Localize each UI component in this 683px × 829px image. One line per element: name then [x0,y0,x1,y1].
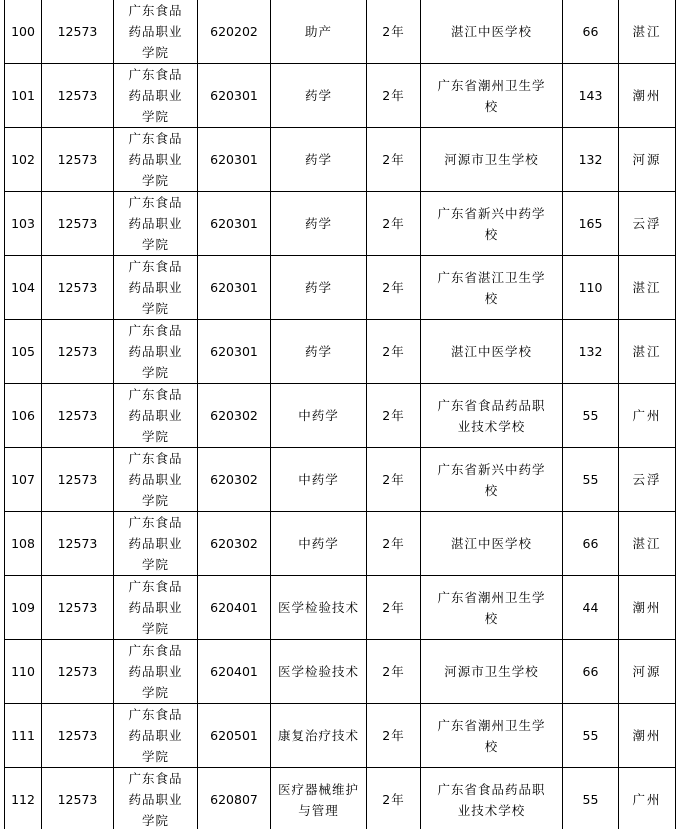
cell-count [563,384,619,448]
cell-city [619,448,676,512]
cell-count [563,320,619,384]
institution-text: 广东食品药品职业学院 [128,771,183,828]
major-code-text: 620807 [210,792,258,807]
cell-count [563,192,619,256]
city-text: 湛江 [632,280,662,295]
table-row [5,256,676,320]
cell-major [271,640,367,704]
cell-seq [5,320,42,384]
seq-text: 107 [11,472,35,487]
inst-code-text: 12573 [57,152,98,167]
cell-major-code [198,576,271,640]
seq-text: 101 [11,88,35,103]
partner-school-text: 湛江中医学校 [450,344,532,359]
cell-partner-school [421,512,563,576]
cell-seq [5,512,42,576]
cell-duration [367,448,421,512]
cell-institution [114,512,198,576]
cell-major-code [198,64,271,128]
cell-institution [114,192,198,256]
cell-duration [367,640,421,704]
cell-duration [367,192,421,256]
major-code-text: 620302 [210,472,258,487]
count-text: 143 [578,88,603,103]
cell-inst-code [42,0,114,64]
count-text: 165 [578,216,603,231]
cell-partner-school [421,256,563,320]
cell-duration [367,128,421,192]
cell-duration [367,576,421,640]
major-text: 中药学 [298,472,339,487]
cell-inst-code [42,192,114,256]
cell-major-code [198,512,271,576]
cell-major [271,0,367,64]
table-row [5,512,676,576]
cell-institution [114,640,198,704]
cell-duration [367,256,421,320]
partner-school-text: 广东省食品药品职业技术学校 [437,397,546,434]
cell-inst-code [42,640,114,704]
major-code-text: 620301 [210,344,258,359]
cell-city [619,320,676,384]
table-row [5,640,676,704]
count-text: 110 [578,280,603,295]
cell-partner-school [421,448,563,512]
cell-count [563,768,619,829]
cell-seq [5,576,42,640]
cell-duration [367,704,421,768]
cell-major [271,704,367,768]
seq-text: 103 [11,216,35,231]
table-row [5,64,676,128]
cell-institution [114,128,198,192]
seq-text: 108 [11,536,35,551]
cell-seq [5,768,42,829]
cell-institution [114,576,198,640]
institution-text: 广东食品药品职业学院 [128,323,183,380]
cell-duration [367,512,421,576]
cell-major-code [198,640,271,704]
major-code-text: 620301 [210,216,258,231]
duration-text: 2年 [382,472,405,487]
seq-text: 112 [11,792,35,807]
count-text: 55 [582,408,599,423]
cell-city [619,704,676,768]
seq-text: 106 [11,408,35,423]
cell-inst-code [42,384,114,448]
cell-partner-school [421,320,563,384]
cell-count [563,256,619,320]
count-text: 66 [582,664,599,679]
inst-code-text: 12573 [57,728,98,743]
institution-text: 广东食品药品职业学院 [128,3,183,60]
major-code-text: 620301 [210,280,258,295]
cell-city [619,576,676,640]
major-code-text: 620301 [210,152,258,167]
cell-city [619,640,676,704]
count-text: 66 [582,24,599,39]
cell-major [271,384,367,448]
table-row [5,448,676,512]
cell-inst-code [42,320,114,384]
cell-major-code [198,448,271,512]
cell-major-code [198,256,271,320]
major-code-text: 620501 [210,728,258,743]
cell-inst-code [42,704,114,768]
major-code-text: 620202 [210,24,258,39]
cell-institution [114,448,198,512]
institution-text: 广东食品药品职业学院 [128,259,183,316]
cell-institution [114,256,198,320]
cell-major-code [198,128,271,192]
cell-major-code [198,704,271,768]
duration-text: 2年 [382,664,405,679]
table-row [5,768,676,829]
cell-duration [367,0,421,64]
institution-text: 广东食品药品职业学院 [128,451,183,508]
inst-code-text: 12573 [57,792,98,807]
duration-text: 2年 [382,728,405,743]
table-row [5,704,676,768]
cell-partner-school [421,576,563,640]
inst-code-text: 12573 [57,600,98,615]
major-text: 助产 [304,24,332,39]
city-text: 潮州 [632,600,662,615]
inst-code-text: 12573 [57,88,98,103]
cell-duration [367,64,421,128]
cell-major [271,128,367,192]
cell-major [271,320,367,384]
city-text: 河源 [632,152,662,167]
cell-seq [5,64,42,128]
cell-major [271,448,367,512]
cell-seq [5,256,42,320]
cell-major [271,576,367,640]
cell-city [619,0,676,64]
cell-partner-school [421,704,563,768]
cell-institution [114,384,198,448]
cell-city [619,384,676,448]
count-text: 44 [582,600,599,615]
partner-school-text: 广东省潮州卫生学校 [437,717,546,754]
duration-text: 2年 [382,344,405,359]
major-text: 药学 [304,88,332,103]
cell-institution [114,0,198,64]
cell-major-code [198,192,271,256]
count-text: 55 [582,792,599,807]
cell-city [619,192,676,256]
cell-inst-code [42,576,114,640]
cell-major-code [198,384,271,448]
cell-seq [5,448,42,512]
cell-seq [5,704,42,768]
cell-partner-school [421,384,563,448]
seq-text: 100 [11,24,35,39]
institution-text: 广东食品药品职业学院 [128,707,183,764]
partner-school-text: 湛江中医学校 [450,24,532,39]
seq-text: 105 [11,344,35,359]
cell-city [619,256,676,320]
institution-text: 广东食品药品职业学院 [128,579,183,636]
cell-institution [114,320,198,384]
city-text: 湛江 [632,344,662,359]
seq-text: 109 [11,600,35,615]
cell-institution [114,768,198,829]
partner-school-text: 广东省新兴中药学校 [437,461,546,498]
duration-text: 2年 [382,88,405,103]
cell-major [271,192,367,256]
table-row [5,192,676,256]
cell-major-code [198,768,271,829]
count-text: 132 [578,152,603,167]
major-code-text: 620401 [210,600,258,615]
cell-count [563,0,619,64]
table-row [5,320,676,384]
duration-text: 2年 [382,24,405,39]
enrollment-table [4,0,676,829]
inst-code-text: 12573 [57,472,98,487]
cell-inst-code [42,64,114,128]
cell-inst-code [42,512,114,576]
cell-count [563,512,619,576]
table-row [5,0,676,64]
partner-school-text: 广东省潮州卫生学校 [437,77,546,114]
major-code-text: 620401 [210,664,258,679]
cell-seq [5,0,42,64]
inst-code-text: 12573 [57,280,98,295]
cell-institution [114,704,198,768]
partner-school-text: 河源市卫生学校 [444,664,539,679]
cell-institution [114,64,198,128]
cell-partner-school [421,192,563,256]
institution-text: 广东食品药品职业学院 [128,387,183,444]
cell-major-code [198,320,271,384]
city-text: 云浮 [632,472,662,487]
institution-text: 广东食品药品职业学院 [128,67,183,124]
cell-major-code [198,0,271,64]
count-text: 55 [582,728,599,743]
city-text: 湛江 [632,24,662,39]
cell-seq [5,192,42,256]
cell-duration [367,768,421,829]
cell-count [563,448,619,512]
cell-seq [5,384,42,448]
institution-text: 广东食品药品职业学院 [128,195,183,252]
major-text: 康复治疗技术 [277,728,359,743]
cell-count [563,64,619,128]
institution-text: 广东食品药品职业学院 [128,643,183,700]
partner-school-text: 河源市卫生学校 [444,152,539,167]
seq-text: 102 [11,152,35,167]
cell-partner-school [421,0,563,64]
inst-code-text: 12573 [57,408,98,423]
cell-major [271,256,367,320]
major-text: 中药学 [298,536,339,551]
cell-count [563,128,619,192]
inst-code-text: 12573 [57,344,98,359]
cell-city [619,768,676,829]
duration-text: 2年 [382,600,405,615]
seq-text: 110 [11,664,35,679]
major-text: 医学检验技术 [277,664,359,679]
institution-text: 广东食品药品职业学院 [128,131,183,188]
major-text: 药学 [304,152,332,167]
major-code-text: 620302 [210,408,258,423]
duration-text: 2年 [382,216,405,231]
cell-major [271,64,367,128]
duration-text: 2年 [382,792,405,807]
cell-partner-school [421,64,563,128]
table-row [5,384,676,448]
cell-count [563,576,619,640]
partner-school-text: 广东省潮州卫生学校 [437,589,546,626]
cell-duration [367,384,421,448]
city-text: 云浮 [632,216,662,231]
cell-inst-code [42,768,114,829]
cell-inst-code [42,256,114,320]
table-row [5,128,676,192]
major-text: 药学 [304,344,332,359]
table-body [5,0,676,829]
partner-school-text: 广东省食品药品职业技术学校 [437,781,546,818]
cell-city [619,64,676,128]
major-text: 医学检验技术 [277,600,359,615]
inst-code-text: 12573 [57,664,98,679]
major-text: 医疗器械维护与管理 [277,781,359,818]
seq-text: 104 [11,280,35,295]
city-text: 河源 [632,664,662,679]
major-code-text: 620302 [210,536,258,551]
cell-seq [5,128,42,192]
cell-duration [367,320,421,384]
city-text: 潮州 [632,728,662,743]
count-text: 66 [582,536,599,551]
city-text: 广州 [632,408,662,423]
cell-inst-code [42,448,114,512]
institution-text: 广东食品药品职业学院 [128,515,183,572]
duration-text: 2年 [382,152,405,167]
partner-school-text: 广东省湛江卫生学校 [437,269,546,306]
city-text: 潮州 [632,88,662,103]
partner-school-text: 广东省新兴中药学校 [437,205,546,242]
major-code-text: 620301 [210,88,258,103]
inst-code-text: 12573 [57,536,98,551]
major-text: 中药学 [298,408,339,423]
partner-school-text: 湛江中医学校 [450,536,532,551]
cell-partner-school [421,768,563,829]
duration-text: 2年 [382,536,405,551]
cell-partner-school [421,128,563,192]
inst-code-text: 12573 [57,216,98,231]
seq-text: 111 [11,728,35,743]
count-text: 55 [582,472,599,487]
major-text: 药学 [304,216,332,231]
city-text: 广州 [632,792,662,807]
cell-seq [5,640,42,704]
count-text: 132 [578,344,603,359]
cell-count [563,640,619,704]
inst-code-text: 12573 [57,24,98,39]
major-text: 药学 [304,280,332,295]
city-text: 湛江 [632,536,662,551]
duration-text: 2年 [382,280,405,295]
cell-partner-school [421,640,563,704]
duration-text: 2年 [382,408,405,423]
cell-city [619,128,676,192]
cell-inst-code [42,128,114,192]
cell-city [619,512,676,576]
cell-count [563,704,619,768]
table-row [5,576,676,640]
cell-major [271,512,367,576]
cell-major [271,768,367,829]
